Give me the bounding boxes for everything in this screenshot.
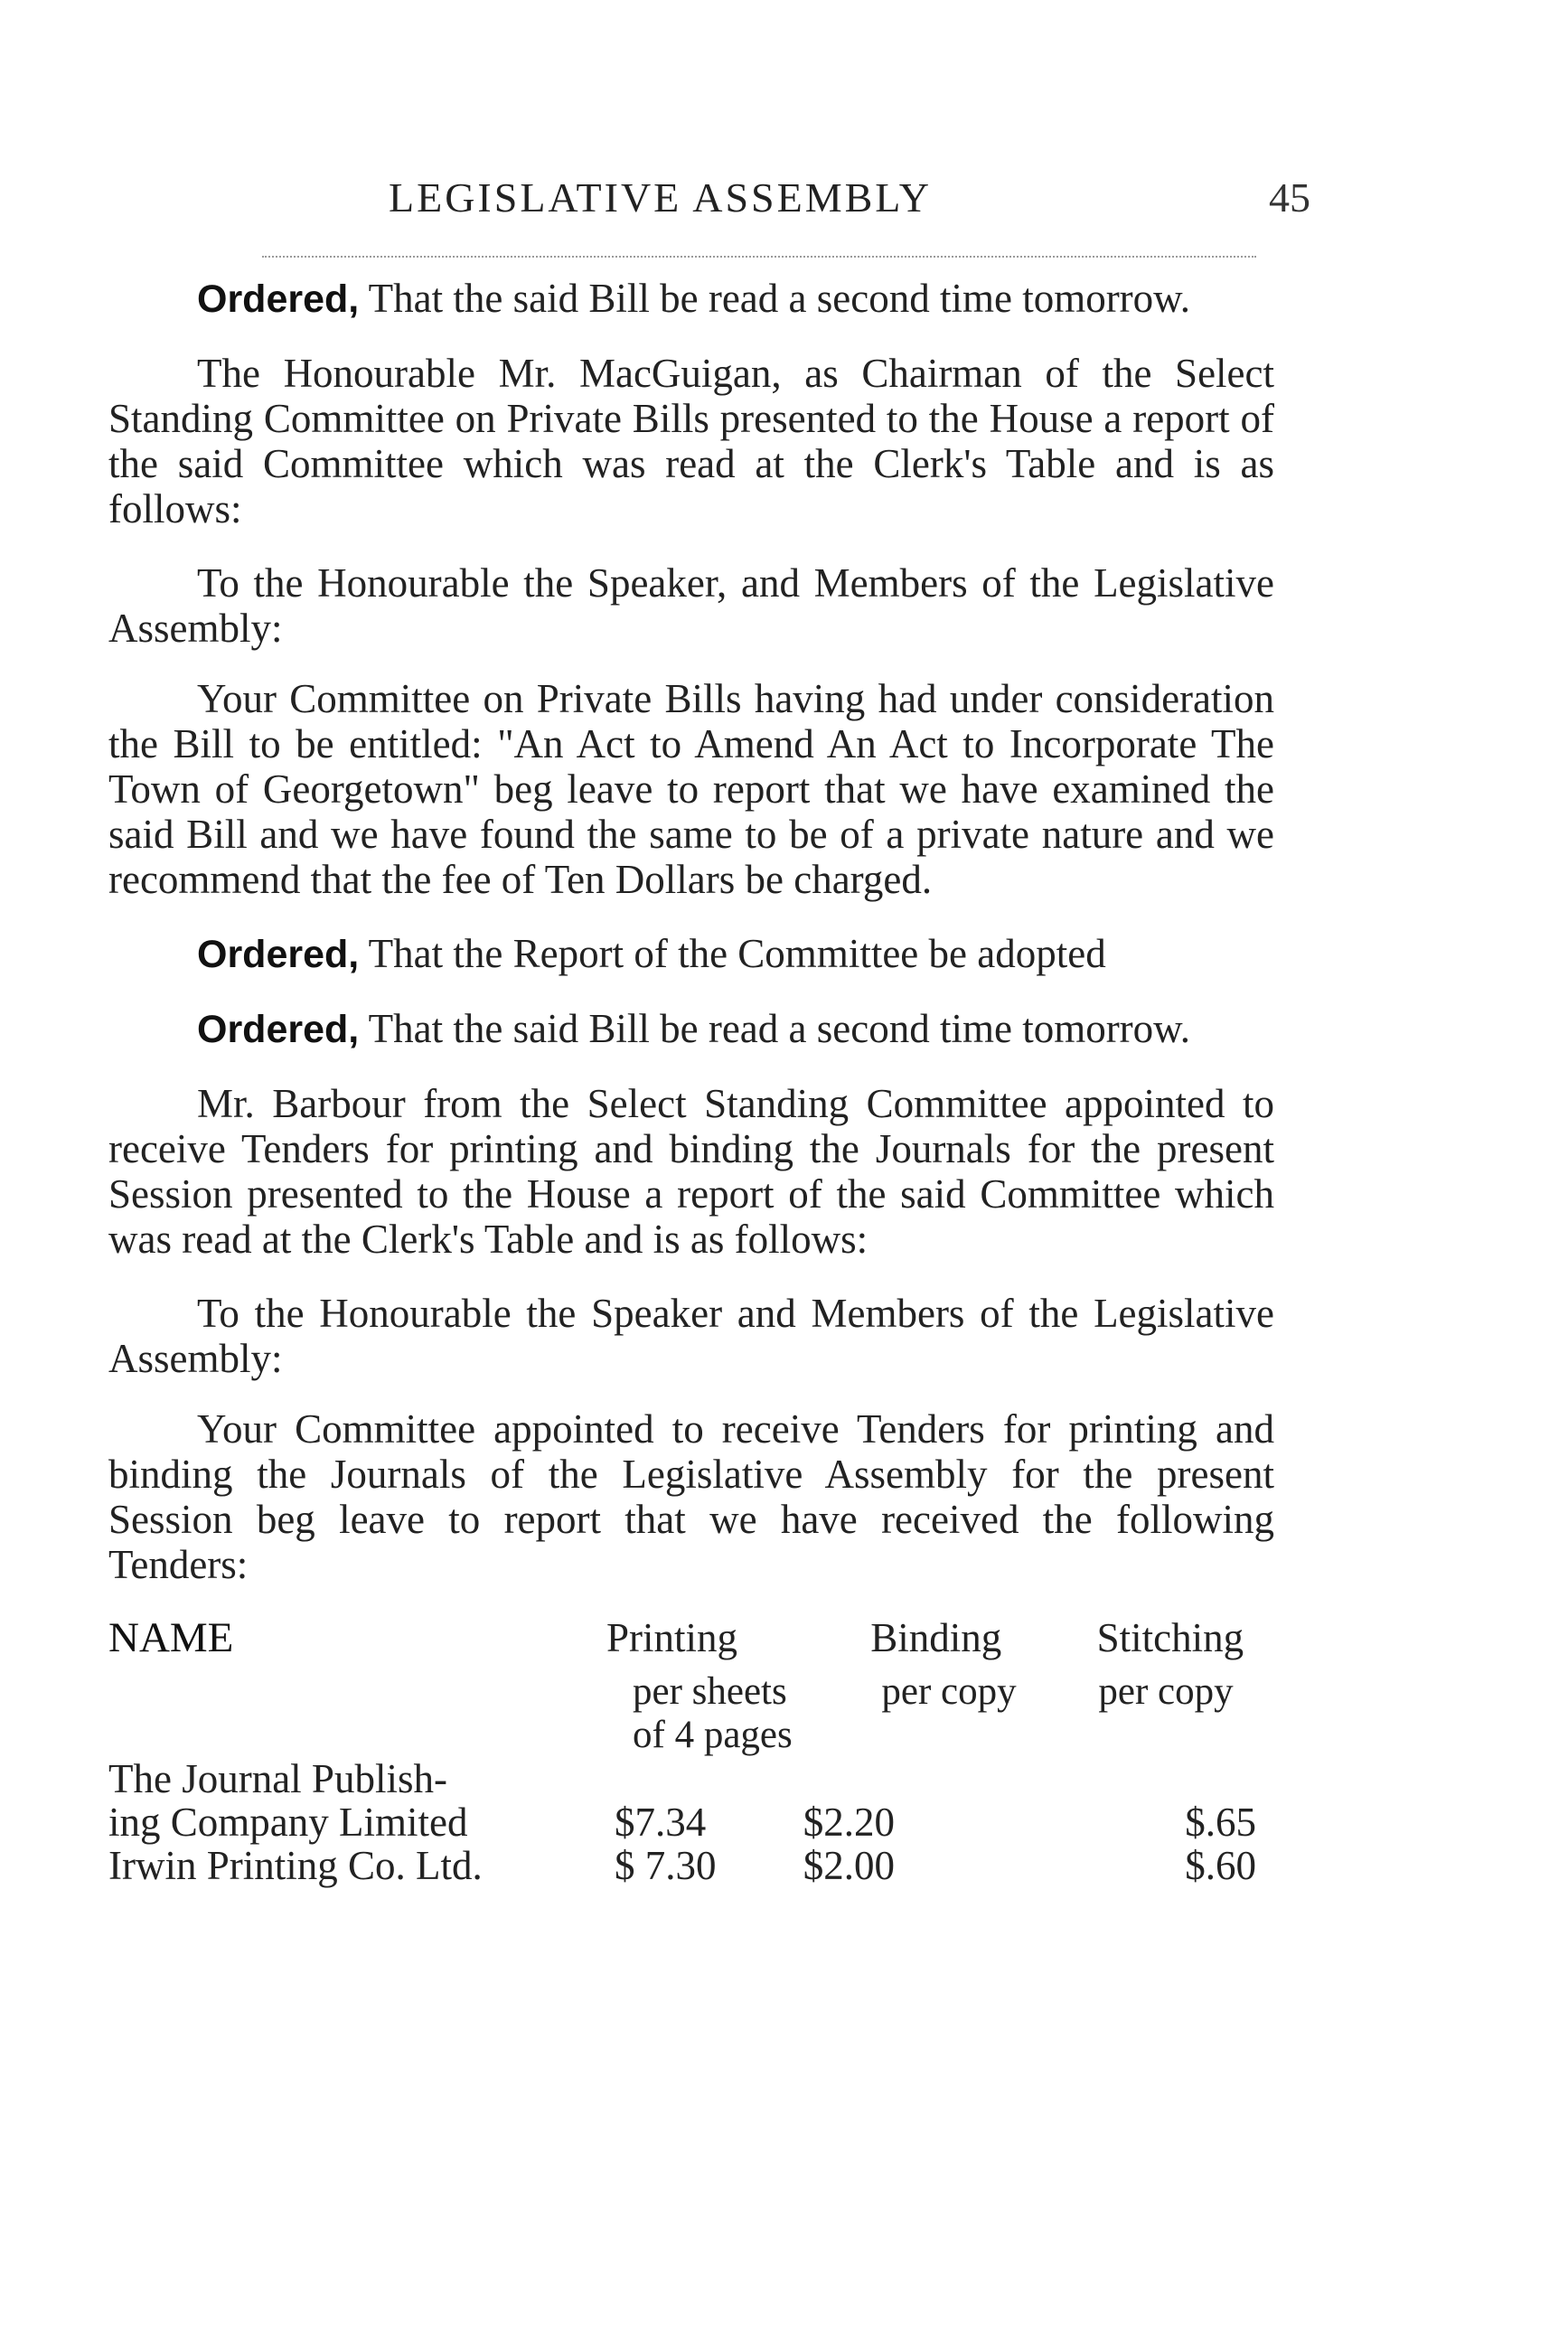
row-binding-price: $2.20 (803, 1800, 895, 1845)
paragraph-committee-report-intro (108, 351, 1274, 531)
tenders-subheader-row (108, 1670, 1274, 1757)
paragraph-text: That the Report of the Committee be adopted (368, 931, 1106, 976)
paragraph-text: Mr. Barbour from the Select Standing Committee appointed to receive Tenders for printing and binding the Journals for the present Session presented to the House a report of the said Committee which was read at the Clerk's Table and is as follows: (108, 1081, 1274, 1262)
table-row (108, 1757, 1274, 1800)
tenders-table (108, 1616, 1274, 1887)
row-name: ing Company Limited (108, 1800, 468, 1845)
tenders-header-row (108, 1616, 1274, 1659)
paragraph-text: Your Committee on Private Bills having had under consideration the Bill to be entitled: "An Act to Amend An Act to Incorporate The Town of Georgetown" beg leave to report that we have examined the said Bill and we have found the same to be of a private nature and we recommend that the fee of Ten Dollars be charged. (108, 676, 1274, 902)
table-row (108, 1800, 1274, 1844)
column-header-stitching: Stitching (1096, 1615, 1244, 1660)
subheader-binding: per copy (881, 1670, 1017, 1713)
paragraph-tenders-received (108, 1406, 1274, 1587)
subheader-spacer (108, 1670, 633, 1757)
row-printing-price: $7.34 (615, 1800, 707, 1845)
paragraph-text: That the said Bill be read a second time tomorrow. (368, 1006, 1190, 1051)
column-header-name: NAME (108, 1614, 234, 1661)
row-binding-price: $2.00 (803, 1843, 895, 1888)
paragraph-lead: Ordered, (197, 277, 360, 321)
paragraph-order-adopt-report (108, 931, 1274, 977)
page-header (108, 174, 1310, 228)
paragraph-text: To the Honourable the Speaker and Members of the Legislative Assembly: (108, 1291, 1274, 1381)
paragraph-private-bills-report (108, 676, 1274, 902)
column-header-binding: Binding (870, 1615, 1002, 1660)
row-name: Irwin Printing Co. Ltd. (108, 1843, 483, 1888)
header-rule (262, 256, 1256, 258)
row-stitching-price: $.60 (1185, 1843, 1256, 1888)
paragraph-order-second-reading-2 (108, 1006, 1274, 1052)
paragraph-tenders-report-intro (108, 1081, 1274, 1262)
page-body (108, 276, 1274, 1887)
subheader-printing (633, 1670, 840, 1757)
paragraph-lead: Ordered, (197, 933, 360, 976)
column-header-printing: Printing (606, 1615, 738, 1660)
running-title: LEGISLATIVE ASSEMBLY (389, 174, 933, 221)
page-number: 45 (1269, 174, 1310, 221)
paragraph-address-2 (108, 1291, 1274, 1381)
paragraph-text: Your Committee appointed to receive Tenders for printing and binding the Journals of the Legislative Assembly for the present Session beg leave to report that we have received the following Tenders: (108, 1406, 1274, 1587)
paragraph-text: That the said Bill be read a second time tomorrow. (368, 276, 1190, 321)
subheader-stitching: per copy (1098, 1670, 1234, 1713)
paragraph-address (108, 560, 1274, 651)
table-row (108, 1844, 1274, 1887)
row-printing-price: $ 7.30 (615, 1843, 717, 1888)
paragraph-order-second-reading (108, 276, 1274, 322)
subheader-printing-line2: of 4 pages (633, 1714, 793, 1756)
row-stitching-price: $.65 (1185, 1800, 1256, 1845)
subheader-printing-line1: per sheets (633, 1670, 787, 1713)
paragraph-text: To the Honourable the Speaker, and Members of the Legislative Assembly: (108, 560, 1274, 651)
row-name-line1: The Journal Publish- (108, 1756, 447, 1801)
paragraph-lead: Ordered, (197, 1008, 360, 1051)
paragraph-text: The Honourable Mr. MacGuigan, as Chairman of the Select Standing Committee on Private Bills presented to the House a report of the said Committee which was read at the Clerk's Table and is as follows: (108, 351, 1274, 531)
